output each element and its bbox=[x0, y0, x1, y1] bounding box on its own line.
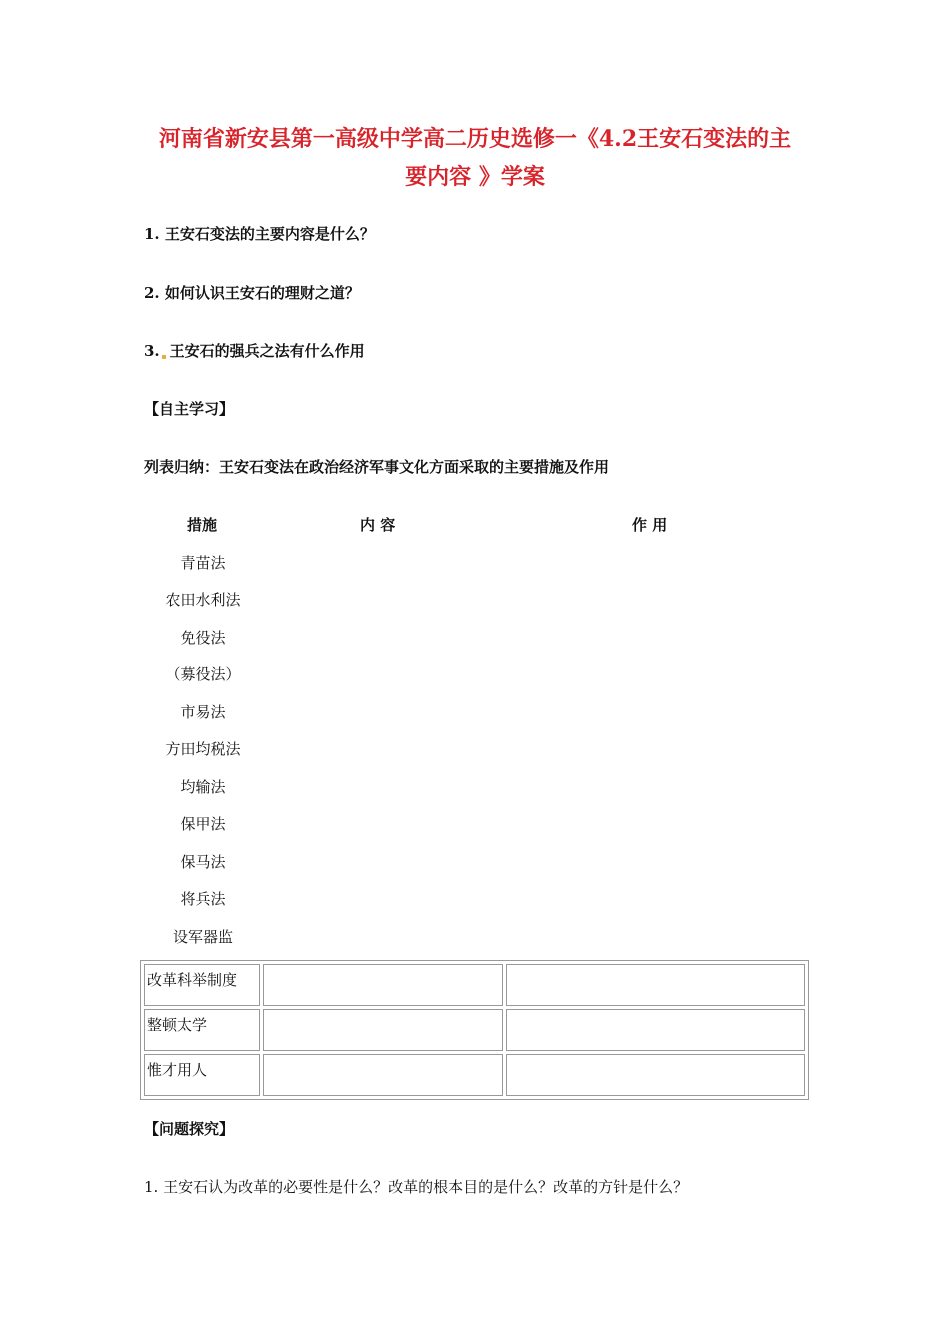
header-content: 内 容 bbox=[360, 516, 396, 534]
measure-item: 设军器监 bbox=[172, 928, 233, 946]
measure-item: 农田水利法 bbox=[165, 591, 241, 609]
table-cell-measure: 惟才用人 bbox=[144, 1054, 260, 1096]
table-cell-effect bbox=[506, 1054, 805, 1096]
marker-icon bbox=[162, 355, 166, 359]
table-cell-content bbox=[263, 1009, 504, 1051]
question-3-number: 3. bbox=[144, 342, 160, 360]
measure-item: 市易法 bbox=[180, 703, 226, 721]
question-1: 1. 王安石变法的主要内容是什么？ bbox=[144, 225, 375, 243]
document-title-line-1: 河南省新安县第一高级中学高二历史选修一《4.2王安石变法的主 bbox=[158, 126, 792, 152]
table-row bbox=[144, 964, 805, 1006]
table-row bbox=[144, 1009, 805, 1051]
measures-grid-table bbox=[140, 960, 809, 1100]
measure-item: 免役法 bbox=[180, 629, 226, 647]
measure-item: 均输法 bbox=[180, 778, 226, 796]
table-cell-content bbox=[263, 964, 504, 1006]
table-cell-content bbox=[263, 1054, 504, 1096]
measure-item: 青苗法 bbox=[180, 554, 226, 572]
measure-item: 将兵法 bbox=[180, 890, 226, 908]
measure-item: （募役法） bbox=[165, 665, 241, 683]
table-cell-effect bbox=[506, 1009, 805, 1051]
inquiry-question-1: 1. 王安石认为改革的必要性是什么？改革的根本目的是什么？改革的方针是什么？ bbox=[144, 1178, 689, 1196]
section-inquiry: 【问题探究】 bbox=[144, 1120, 235, 1138]
question-2: 2. 如何认识王安石的理财之道？ bbox=[144, 284, 360, 302]
document-title-line-2: 要内容 》学案 bbox=[405, 164, 545, 190]
table-cell-effect bbox=[506, 964, 805, 1006]
measure-item: 方田均税法 bbox=[165, 740, 241, 758]
question-3 bbox=[144, 340, 365, 361]
table-cell-measure: 改革科举制度 bbox=[144, 964, 260, 1006]
table-cell-measure: 整顿太学 bbox=[144, 1009, 260, 1051]
table-intro: 列表归纳：王安石变法在政治经济军事文化方面采取的主要措施及作用 bbox=[144, 458, 610, 476]
section-self-study: 【自主学习】 bbox=[144, 400, 235, 418]
measure-item: 保甲法 bbox=[180, 815, 226, 833]
header-effect: 作 用 bbox=[632, 516, 668, 534]
measure-item: 保马法 bbox=[180, 853, 226, 871]
question-3-text: 王安石的强兵之法有什么作用 bbox=[169, 342, 365, 360]
table-row bbox=[144, 1054, 805, 1096]
header-measures: 措施 bbox=[187, 516, 218, 534]
